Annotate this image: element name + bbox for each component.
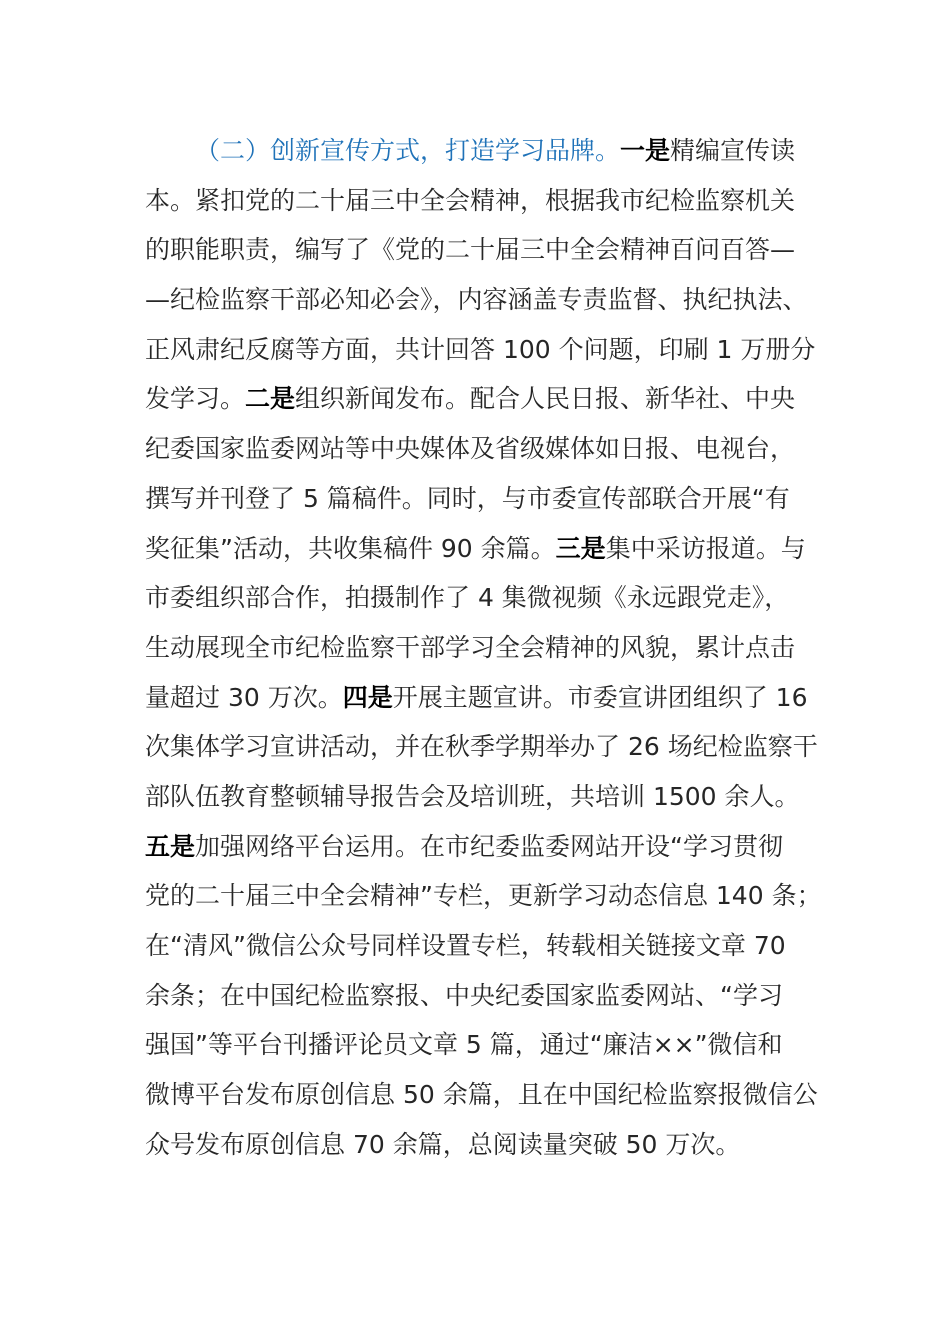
text-line: [145, 424, 815, 474]
text-run: 余条；在中国纪检监察报、中央纪委国家监委网站、“学习: [145, 980, 783, 1010]
text-run: 微博平台发布原创信息 50 余篇，且在中国纪检监察报微信公: [145, 1080, 818, 1110]
text-run: 在“清风”微信公众号同样设置专栏，转载相关链接文章 70: [145, 931, 786, 960]
text-run: 开展主题宣讲。市委宣讲团组织了 16: [392, 682, 808, 712]
text-run: 纪委国家监委网站等中央媒体及省级媒体如日报、电视台，: [145, 434, 796, 464]
text-run: 党的二十届三中全会精神”专栏，更新学习动态信息 140 条；: [145, 881, 822, 911]
text-line: [145, 623, 815, 673]
text-run: 撰写并刊登了 5 篇稿件。同时，与市委宣传部联合开展“有: [145, 483, 790, 513]
text-line: [145, 275, 815, 325]
text-run: 次集体学习宣讲活动，并在秋季学期举办了 26 场纪检监察干: [145, 732, 818, 762]
lead-phrase: 五是: [145, 831, 196, 861]
text-line: [145, 822, 815, 872]
text-line: [145, 871, 822, 921]
text-run: 正风肃纪反腐等方面，共计回答 100 个问题，印刷 1 万册分: [145, 334, 816, 364]
lead-phrase: 四是: [342, 682, 393, 712]
text-line: [145, 573, 815, 623]
text-run: 部队伍教育整顿辅导报告会及培训班，共培训 1500 余人。: [145, 781, 800, 811]
text-run: 的职能职责，编写了《党的二十届三中全会精神百问百答—: [145, 235, 796, 265]
text-run: 集中采访报道。与: [605, 533, 806, 563]
text-run: 奖征集”活动，共收集稿件 90 余篇。: [145, 533, 556, 563]
text-run: 强国”等平台刊播评论员文章 5 篇，通过“廉洁××”微信和: [145, 1030, 783, 1060]
text-line: [145, 176, 815, 226]
text-line: [145, 971, 815, 1021]
lead-phrase: 三是: [555, 533, 606, 563]
text-run: 众号发布原创信息 70 余篇，总阅读量突破 50 万次。: [145, 1129, 741, 1159]
text-line: [145, 524, 815, 574]
text-run: 精编宣传读: [670, 136, 796, 165]
lead-phrase: 二是: [245, 384, 296, 414]
text-run: 量超过 30 万次。: [145, 682, 343, 712]
text-run: 组织新闻发布。配合人民日报、新华社、中央: [295, 384, 796, 414]
text-run: 市委组织部合作，拍摄制作了 4 集微视频《永远跟党走》，: [145, 583, 790, 613]
text-line: [145, 474, 815, 524]
text-run: —纪检监察干部必知必会》，内容涵盖专责监督、执纪执法、: [145, 285, 808, 315]
text-run: 生动展现全市纪检监察干部学习全会精神的风貌，累计点击: [145, 632, 796, 662]
text-run: 发学习。: [145, 384, 246, 414]
text-line: [145, 1120, 815, 1170]
lead-phrase: 一是: [620, 136, 671, 165]
body-paragraph: [145, 126, 822, 1169]
text-line: [145, 673, 815, 723]
text-line: [145, 921, 815, 971]
text-line: [145, 1020, 815, 1070]
text-line: [145, 1070, 818, 1120]
text-line: [145, 374, 815, 424]
text-line: [145, 325, 815, 375]
text-line: [145, 772, 815, 822]
text-line: [145, 126, 815, 176]
text-run: 加强网络平台运用。在市纪委监委网站开设“学习贯彻: [195, 831, 783, 861]
text-line: [145, 225, 815, 275]
text-line: [145, 722, 818, 772]
text-run: 本。紧扣党的二十届三中全会精神，根据我市纪检监察机关: [145, 185, 796, 215]
section-heading: （二）创新宣传方式，打造学习品牌。: [195, 136, 621, 165]
